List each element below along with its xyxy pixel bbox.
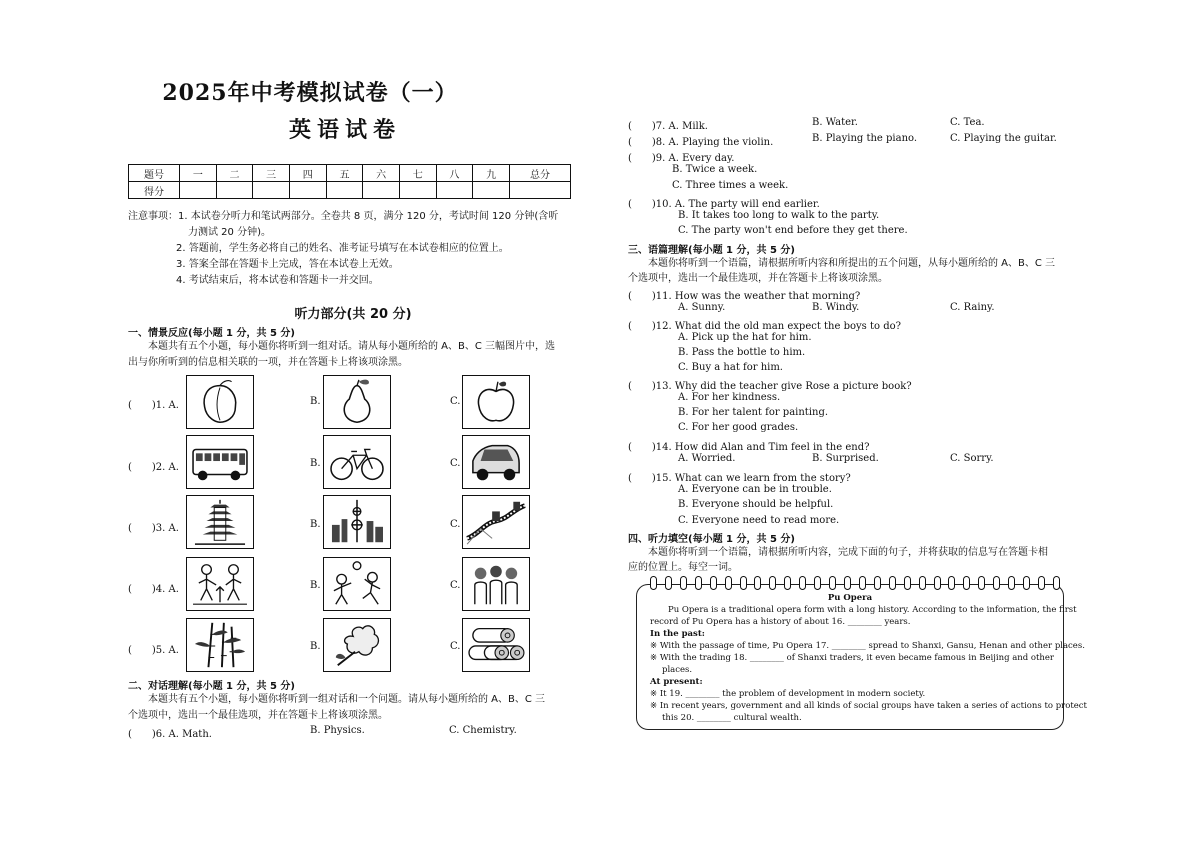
bus-icon[interactable]	[186, 435, 254, 489]
score-table-score-row	[129, 182, 571, 199]
peach-icon[interactable]	[186, 375, 254, 429]
note-line: 4. 考试结束后，将本试卷和答题卡一并交回。	[176, 275, 379, 286]
score-cell: 八	[436, 165, 473, 182]
notebook-past-label: In the past:	[650, 629, 705, 639]
question-8: ( )8. A. Playing the violin.	[628, 137, 774, 148]
option-b-label: B.	[310, 458, 321, 469]
ring-icon	[769, 576, 776, 590]
option-b: B. It takes too long to walk to the party.	[678, 210, 880, 221]
option-c: C. For her good grades.	[678, 422, 799, 433]
exam-title: 2025年中考模拟试卷（一）	[162, 80, 458, 106]
listening-title: 听力部分(共 20 分)	[294, 307, 412, 322]
ring-icon	[1008, 576, 1015, 590]
option-c: C. Playing the guitar.	[950, 133, 1057, 144]
score-cell: 五	[326, 165, 363, 182]
option-c: C. Everyone need to read more.	[678, 515, 840, 526]
option-a: A. Pick up the hat for him.	[678, 332, 812, 343]
option-b: B. Everyone should be helpful.	[678, 499, 834, 510]
ring-icon	[740, 576, 747, 590]
ring-icon	[1023, 576, 1030, 590]
question-10: ( )10. A. The party will end earlier.	[628, 199, 820, 210]
notebook-line: ※ With the trading 18. ________ of Shanxi traders, it even became famous in Beijing and other	[650, 653, 1054, 663]
part3-header: 三、语篇理解(每小题 1 分，共 5 分)	[628, 245, 795, 256]
option-c: C. Three times a week.	[672, 180, 789, 191]
bicycle-icon[interactable]	[323, 435, 391, 489]
option-b: B. For her talent for painting.	[678, 407, 829, 418]
notebook-line: ※ With the passage of time, Pu Opera 17. ________ spread to Shanxi, Gansu, Henan and other places.	[650, 641, 1085, 651]
ring-icon	[695, 576, 702, 590]
ring-icon	[799, 576, 806, 590]
option-c-label: C.	[450, 458, 461, 469]
ring-icon	[963, 576, 970, 590]
option-c: C. Rainy.	[950, 302, 995, 313]
notebook-line: ※ It 19. ________ the problem of development in modern society.	[650, 689, 926, 699]
question-6: ( )6. A. Math.	[128, 729, 212, 740]
part4-instructions: 本题你将听到一个语篇，请根据所听内容，完成下面的句子，并将获取的信息写在答题卡相	[648, 547, 1048, 558]
ring-icon	[978, 576, 985, 590]
pagoda-icon[interactable]	[186, 495, 254, 549]
question-3-label: ( )3. A.	[128, 523, 179, 534]
bamboo-icon[interactable]	[186, 618, 254, 672]
option-b: B. Windy.	[812, 302, 860, 313]
score-cell: 九	[473, 165, 510, 182]
question-4-label: ( )4. A.	[128, 584, 179, 595]
note-line: 注意事项：1. 本试卷分听力和笔试两部分。全卷共 8 页，满分 120 分，考试时间 120 分钟(含听	[128, 211, 559, 222]
option-c-label: C.	[450, 641, 461, 652]
score-cell: 二	[216, 165, 253, 182]
ring-icon	[889, 576, 896, 590]
notebook-line: ※ In recent years, government and all kinds of social groups have taken a series of actions to protect	[650, 701, 1087, 711]
ring-icon	[1038, 576, 1045, 590]
part2-instructions: 个选项中，选出一个最佳选项，并在答题卡上将该项涂黑。	[128, 710, 388, 721]
ring-icon	[844, 576, 851, 590]
question-5-label: ( )5. A.	[128, 645, 179, 656]
score-table	[128, 164, 571, 199]
wood-logs-icon[interactable]	[462, 618, 530, 672]
kids-group-icon[interactable]	[462, 557, 530, 611]
notebook-intro: record of Pu Opera has a history of about 16. ________ years.	[650, 617, 911, 627]
score-table-header-row	[129, 165, 571, 182]
score-cell: 总分	[510, 165, 571, 182]
score-input-cell[interactable]	[473, 182, 510, 199]
option-c: C. Chemistry.	[449, 725, 517, 736]
question-12: ( )12. What did the old man expect the boys to do?	[628, 321, 901, 332]
exam-notes	[128, 209, 598, 289]
ring-icon	[725, 576, 732, 590]
option-c: C. Tea.	[950, 117, 985, 128]
ring-icon	[859, 576, 866, 590]
option-b-label: B.	[310, 396, 321, 407]
option-b-label: B.	[310, 641, 321, 652]
option-c-label: C.	[450, 580, 461, 591]
ring-icon	[904, 576, 911, 590]
score-cell: 一	[180, 165, 217, 182]
score-input-cell[interactable]	[216, 182, 253, 199]
ring-icon	[814, 576, 821, 590]
score-cell: 得分	[129, 182, 180, 199]
notebook-title: Pu Opera	[827, 593, 873, 603]
option-c: C. Sorry.	[950, 453, 994, 464]
notebook-intro: Pu Opera is a traditional opera form with a long history. According to the information, the first	[668, 605, 1077, 615]
part2-instructions: 本题共有五个小题，每小题你将听到一组对话和一个问题。请从每小题所给的 A、B、C 三	[148, 694, 546, 705]
city-tower-icon[interactable]	[323, 495, 391, 549]
option-a: A. Sunny.	[678, 302, 726, 313]
ring-icon	[650, 576, 657, 590]
option-a: A. For her kindness.	[678, 392, 781, 403]
question-7: ( )7. A. Milk.	[628, 121, 708, 132]
score-input-cell[interactable]	[289, 182, 326, 199]
notebook-rings	[650, 576, 1060, 590]
apple-icon[interactable]	[462, 375, 530, 429]
score-input-cell[interactable]	[180, 182, 217, 199]
playing-ball-icon[interactable]	[323, 557, 391, 611]
score-input-cell[interactable]	[510, 182, 571, 199]
question-2-label: ( )2. A.	[128, 462, 179, 473]
ring-icon	[680, 576, 687, 590]
score-input-cell[interactable]	[253, 182, 290, 199]
score-cell: 六	[363, 165, 400, 182]
ring-icon	[934, 576, 941, 590]
note-line: 2. 答题前，学生务必将自己的姓名、准考证号填写在本试卷相应的位置上。	[176, 243, 509, 254]
ring-icon	[784, 576, 791, 590]
option-c: C. Buy a hat for him.	[678, 362, 783, 373]
part1-instructions: 出与你所听到的信息相关联的一项，并在答题卡上将该项涂黑。	[128, 357, 408, 368]
part1-header: 一、情景反应(每小题 1 分，共 5 分)	[128, 328, 295, 339]
score-input-cell[interactable]	[399, 182, 436, 199]
option-c: C. The party won't end before they get there.	[678, 225, 908, 236]
pear-icon[interactable]	[323, 375, 391, 429]
question-11: ( )11. How was the weather that morning?	[628, 291, 861, 302]
ring-icon	[710, 576, 717, 590]
score-cell: 三	[253, 165, 290, 182]
option-a: A. Everyone can be in trouble.	[678, 484, 832, 495]
option-b-label: B.	[310, 580, 321, 591]
score-cell: 题号	[129, 165, 180, 182]
note-line: 3. 答案全部在答题卡上完成，答在本试卷上无效。	[176, 259, 399, 270]
ring-icon	[948, 576, 955, 590]
part4-instructions: 应的位置上。每空一词。	[628, 562, 738, 573]
question-13: ( )13. Why did the teacher give Rose a picture book?	[628, 381, 912, 392]
part1-instructions: 本题共有五个小题，每小题你将听到一组对话。请从每小题所给的 A、B、C 三幅图片中，选	[148, 341, 556, 352]
score-cell: 七	[399, 165, 436, 182]
score-cell: 四	[289, 165, 326, 182]
option-c-label: C.	[450, 396, 461, 407]
car-icon[interactable]	[462, 435, 530, 489]
question-14: ( )14. How did Alan and Tim feel in the end?	[628, 442, 870, 453]
part4-header: 四、听力填空(每小题 1 分，共 5 分)	[628, 534, 795, 545]
option-a: A. Worried.	[678, 453, 736, 464]
ring-icon	[829, 576, 836, 590]
option-c-label: C.	[450, 519, 461, 530]
option-b-label: B.	[310, 519, 321, 530]
part3-instructions: 本题你将听到一个语篇，请根据所听内容和所提出的五个问题，从每小题所给的 A、B、C 三	[648, 258, 1056, 269]
part2-header: 二、对话理解(每小题 1 分，共 5 分)	[128, 681, 295, 692]
score-input-cell[interactable]	[363, 182, 400, 199]
option-b: B. Physics.	[310, 725, 365, 736]
option-b: B. Playing the piano.	[812, 133, 918, 144]
score-input-cell[interactable]	[326, 182, 363, 199]
exam-subtitle: 英语试卷	[288, 117, 401, 143]
option-b: B. Water.	[812, 117, 858, 128]
notebook-line: places.	[662, 665, 693, 675]
ring-icon	[754, 576, 761, 590]
ring-icon	[665, 576, 672, 590]
ring-icon	[1053, 576, 1060, 590]
planting-icon[interactable]	[186, 557, 254, 611]
question-1-label: ( )1. A.	[128, 400, 179, 411]
cotton-icon[interactable]	[323, 618, 391, 672]
notebook-line: this 20. ________ cultural wealth.	[662, 713, 802, 723]
option-b: B. Surprised.	[812, 453, 879, 464]
ring-icon	[919, 576, 926, 590]
score-input-cell[interactable]	[436, 182, 473, 199]
option-b: B. Twice a week.	[672, 164, 758, 175]
ring-icon	[993, 576, 1000, 590]
ring-icon	[874, 576, 881, 590]
great-wall-icon[interactable]	[462, 495, 530, 549]
notebook-present-label: At present:	[650, 677, 703, 687]
question-9: ( )9. A. Every day.	[628, 153, 735, 164]
part3-instructions: 个选项中，选出一个最佳选项，并在答题卡上将该项涂黑。	[628, 273, 888, 284]
question-15: ( )15. What can we learn from the story?	[628, 473, 851, 484]
option-b: B. Pass the bottle to him.	[678, 347, 806, 358]
note-line: 力测试 20 分钟)。	[188, 227, 271, 238]
